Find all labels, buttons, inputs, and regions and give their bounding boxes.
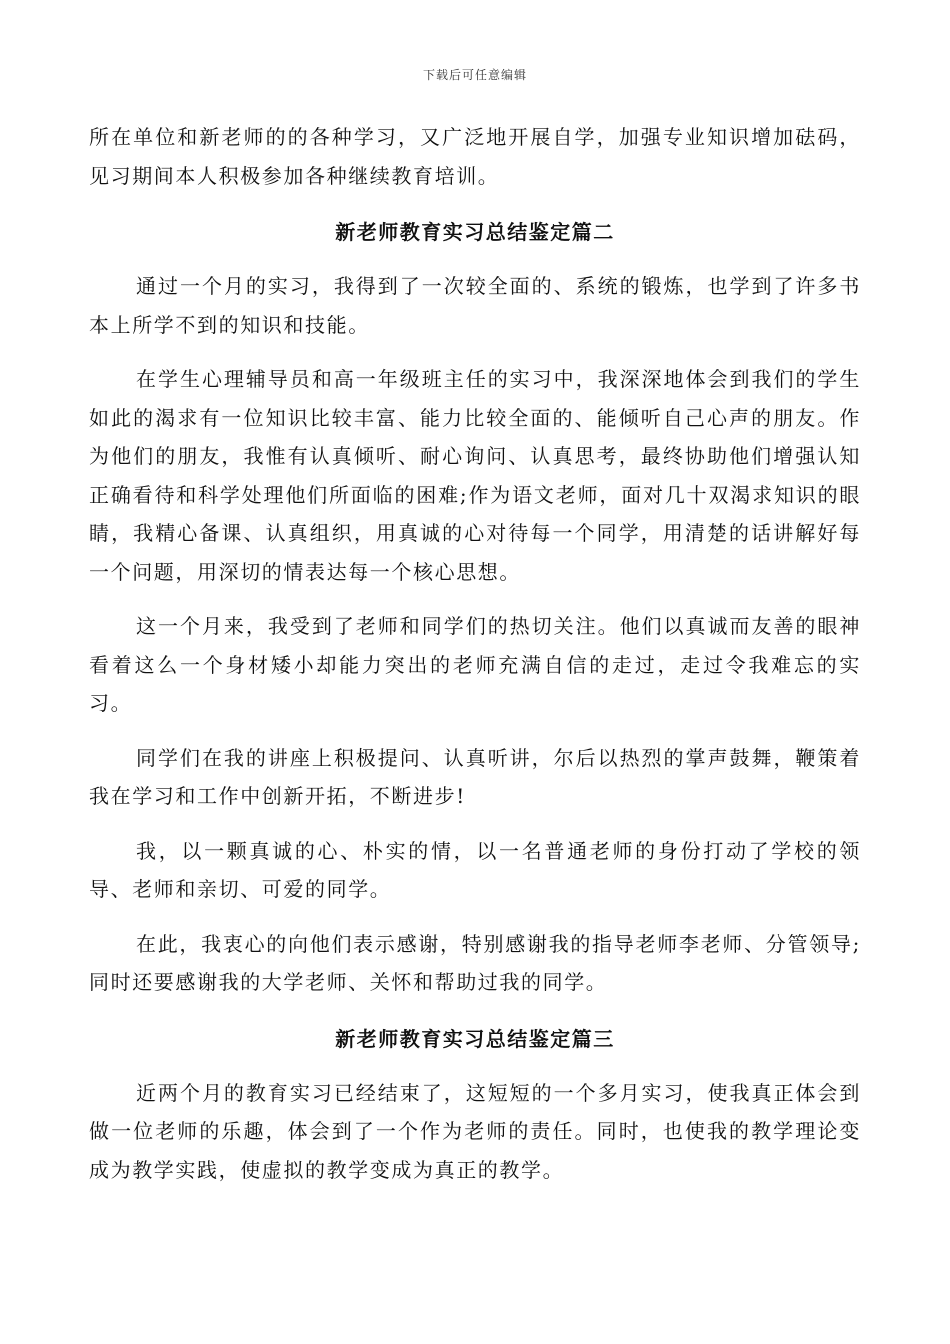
page-header: 下载后可任意编辑	[422, 68, 527, 82]
section-heading-part-two: 新老师教育实习总结鉴定篇二	[335, 220, 615, 244]
paragraph: 近两个月的教育实习已经结束了，这短短的一个多月实习，使我真正体会到做一位老师的乐趣，体会到了一个作为老师的责任。同时，也使我的教学理论变成为教学实践，使虚拟的教学变成为真正的教学。	[89, 1080, 861, 1182]
paragraph: 我，以一颗真诚的心、朴实的情，以一名普通老师的身份打动了学校的领导、老师和亲切、可爱的同学。	[89, 838, 861, 901]
document-body	[89, 118, 861, 1189]
paragraph: 这一个月来，我受到了老师和同学们的热切关注。他们以真诚而友善的眼神看着这么一个身材矮小却能力突出的老师充满自信的走过，走过令我难忘的实习。	[89, 614, 861, 715]
section-heading-part-three: 新老师教育实习总结鉴定篇三	[335, 1026, 615, 1051]
paragraph: 在学生心理辅导员和高一年级班主任的实习中，我深深地体会到我们的学生如此的渴求有一位知识比较丰富、能力比较全面的、能倾听自己心声的朋友。作为他们的朋友，我惟有认真倾听、耐心询问、认真思考，最终协助他们增强认知正确看待和科学处理他们所面临的困难;作为语文老师，面对几十双渴求知识的眼睛，我精心备课、认真组织，用真诚的心对待每一个同学，用清楚的话讲解好每一个问题，用深切的情表达每一个核心思想。	[89, 367, 861, 584]
paragraph: 同学们在我的讲座上积极提问、认真听讲，尔后以热烈的掌声鼓舞，鞭策着我在学习和工作中创新开拓，不断进步!	[89, 745, 861, 808]
paragraph-continuation: 所在单位和新老师的的各种学习，又广泛地开展自学，加强专业知识增加砝码，见习期间本人积极参加各种继续教育培训。	[89, 125, 861, 188]
paragraph: 通过一个月的实习，我得到了一次较全面的、系统的锻炼，也学到了许多书本上所学不到的知识和技能。	[89, 274, 861, 337]
paragraph: 在此，我衷心的向他们表示感谢，特别感谢我的指导老师李老师、分管领导;同时还要感谢我的大学老师、关怀和帮助过我的同学。	[89, 931, 861, 994]
